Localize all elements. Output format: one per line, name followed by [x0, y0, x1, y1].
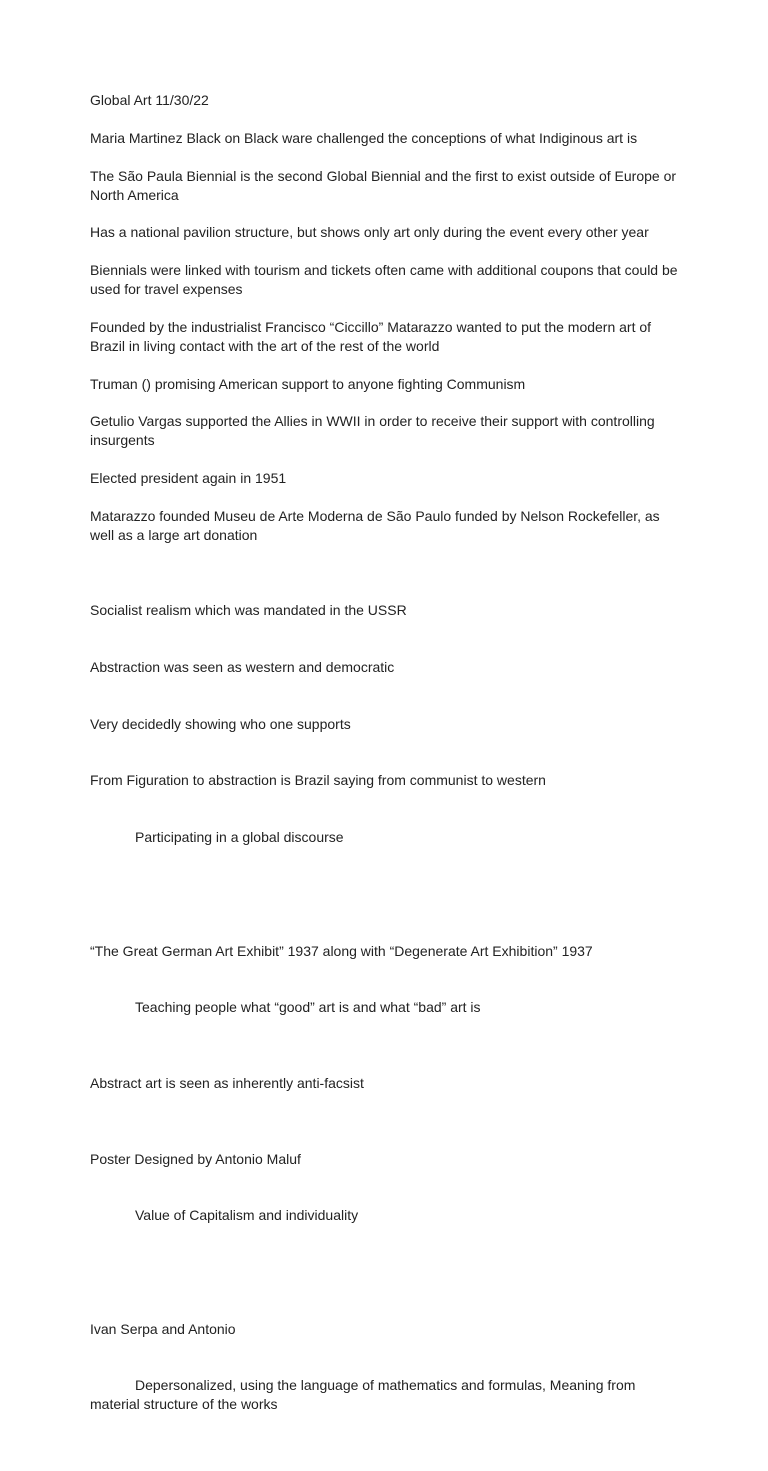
document-body: [90, 91, 680, 1471]
line-decidedly-showing: Very decidedly showing who one supports: [90, 715, 351, 732]
paragraph-getulio-vargas: Getulio Vargas supported the Allies in WWII in order to receive their support with controlling insurgents: [90, 413, 659, 449]
paragraph-elected-president: Elected president again in 1951: [90, 470, 287, 486]
paragraph-abstract-anti-fascist: Abstract art is seen as inherently anti-facsist: [90, 1074, 364, 1091]
paragraph-sao-paula-biennial: The São Paula Biennial is the second Global Biennial and the first to exist outside of Europe or North America: [90, 167, 680, 203]
block-german-art-exhibit: [90, 904, 680, 1055]
paragraph-founded-matarazzo: Founded by the industrialist Francisco “Ciccillo” Matarazzo wanted to put the modern art of Brazil in living contact with the art of the rest of the world: [90, 318, 655, 354]
line-teaching-good-bad: Teaching people what “good” art is and what “bad” art is: [135, 999, 481, 1016]
line-global-discourse: Participating in a global discourse: [135, 829, 344, 846]
block-ivan-serpa: [90, 1282, 680, 1452]
paragraph-national-pavilion: Has a national pavilion structure, but shows only art only during the event every other year: [90, 224, 649, 241]
line-great-german-art: “The Great German Art Exhibit” 1937 along with “Degenerate Art Exhibition” 1937: [90, 942, 593, 959]
line-abstraction-western: Abstraction was seen as western and democratic: [90, 659, 395, 676]
block-poster-maluf: [90, 1112, 680, 1263]
paragraph-truman: Truman () promising American support to anyone fighting Communism: [90, 375, 526, 392]
line-ivan-serpa: Ivan Serpa and Antonio: [90, 1320, 236, 1337]
document-title: Global Art 11/30/22: [90, 92, 209, 108]
line-poster-designed: Poster Designed by Antonio Maluf: [90, 1150, 301, 1167]
line-figuration-to-abstraction: From Figuration to abstraction is Brazil saying from communist to western: [90, 772, 546, 789]
line-socialist-realism: Socialist realism which was mandated in the USSR: [90, 602, 407, 619]
paragraph-maria-martinez: Maria Martinez Black on Black ware challenged the conceptions of what Indiginous art is: [90, 129, 638, 146]
line-depersonalized: Depersonalized, using the language of mathematics and formulas, Meaning from material structure of the works: [90, 1377, 640, 1413]
line-value-of-capitalism: Value of Capitalism and individuality: [135, 1207, 359, 1224]
paragraph-biennials-tourism: Biennials were linked with tourism and tickets often came with additional coupons that could be used for travel expenses: [90, 262, 682, 297]
block-socialist-realism: [90, 564, 680, 885]
paragraph-museu-de-arte: Matarazzo founded Museu de Arte Moderna de São Paulo funded by Nelson Rockefeller, as well as a large art donation: [90, 507, 664, 543]
